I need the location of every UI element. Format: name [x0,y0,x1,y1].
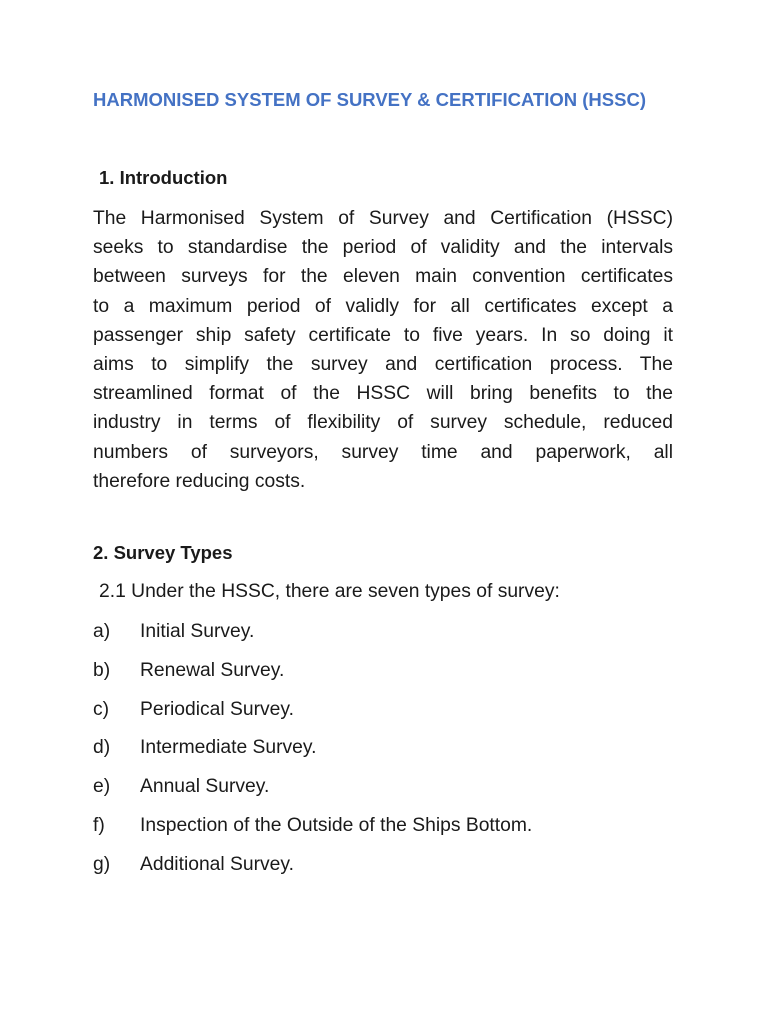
paragraph-line: passenger ship safety certificate to five years. In so doing it [93,324,673,346]
paragraph-line: seeks to standardise the period of validity and the intervals [93,237,673,259]
paragraph-line: numbers of surveyors, survey time and paperwork, all [93,441,673,463]
list-item-text: Inspection of the Outside of the Ships Bottom. [140,814,533,836]
introduction-heading: 1. Introduction [99,167,228,188]
paragraph-line: The Harmonised System of Survey and Certification (HSSC) [93,208,673,229]
paragraph-line: therefore reducing costs. [93,470,306,492]
document-title: HARMONISED SYSTEM OF SURVEY & CERTIFICATION (HSSC) [93,89,646,110]
list-marker: b) [93,659,111,681]
list-marker: g) [93,853,111,875]
list-item-text: Annual Survey. [140,776,270,798]
list-marker: c) [93,698,110,720]
list-item-text: Periodical Survey. [140,698,294,720]
paragraph-line: aims to simplify the survey and certification process. The [93,353,673,375]
list-item-text: Additional Survey. [140,853,294,875]
paragraph-line: streamlined format of the HSSC will bring benefits to the [93,383,673,405]
paragraph-line: industry in terms of flexibility of survey schedule, reduced [93,412,673,434]
survey-types-heading: 2. Survey Types [93,542,233,563]
paragraph-line: to a maximum period of validly for all certificates except a [93,295,673,317]
list-item-text: Initial Survey. [140,621,255,642]
list-item-text: Renewal Survey. [140,659,285,681]
list-marker: f) [93,814,105,836]
list-item-text: Intermediate Survey. [140,737,317,759]
introduction-paragraph [93,204,673,496]
list-marker: a) [93,621,111,642]
paragraph-line: between surveys for the eleven main convention certificates [93,266,673,288]
survey-types-lead: 2.1 Under the HSSC, there are seven types of survey: [99,581,560,602]
list-marker: e) [93,776,111,798]
list-marker: d) [93,737,111,759]
